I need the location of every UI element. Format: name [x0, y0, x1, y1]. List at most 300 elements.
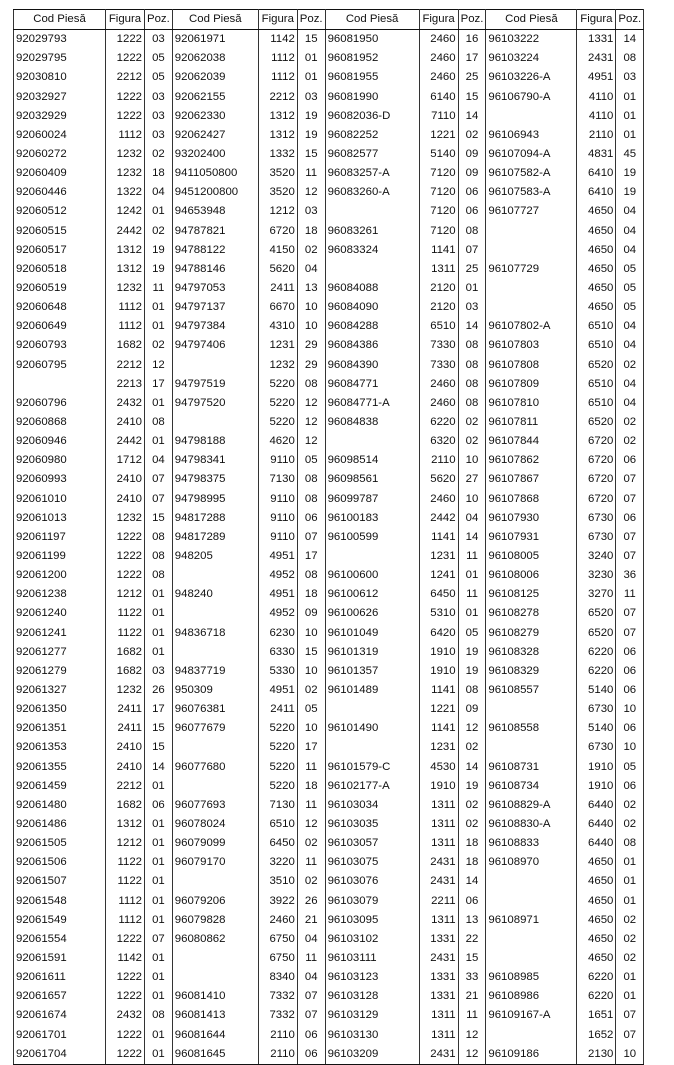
- figure-cell: 2432: [106, 394, 145, 413]
- table-row: [14, 681, 644, 700]
- figure-cell: 2120: [419, 298, 458, 317]
- figure-cell: 6520: [577, 413, 616, 432]
- table-row: [14, 413, 644, 432]
- part-code-cell: 94797053: [172, 279, 258, 298]
- table-row: [14, 872, 644, 891]
- figure-cell: 4831: [577, 145, 616, 164]
- figure-cell: 3240: [577, 547, 616, 566]
- table-row: [14, 662, 644, 681]
- part-code-cell: 96103057: [325, 834, 419, 853]
- position-cell: 01: [297, 68, 325, 87]
- figure-cell: 1112: [106, 298, 145, 317]
- part-code-cell: 96108278: [486, 604, 577, 623]
- figure-cell: 6720: [577, 470, 616, 489]
- position-cell: 14: [458, 757, 486, 776]
- part-code-cell: 96103130: [325, 1025, 419, 1044]
- figure-cell: 6440: [577, 834, 616, 853]
- position-cell: 12: [297, 815, 325, 834]
- figure-cell: 5140: [577, 719, 616, 738]
- figure-cell: 1222: [106, 49, 145, 68]
- position-cell: 01: [145, 624, 173, 643]
- position-cell: 14: [458, 317, 486, 336]
- figure-cell: 9110: [258, 528, 297, 547]
- position-cell: 06: [616, 719, 644, 738]
- part-code-cell: 96077693: [172, 796, 258, 815]
- position-cell: 08: [458, 356, 486, 375]
- part-code-cell: 96082036-D: [325, 107, 419, 126]
- figure-cell: 2460: [419, 375, 458, 394]
- figure-cell: 1112: [258, 49, 297, 68]
- figure-cell: 4951: [258, 585, 297, 604]
- figure-cell: 4650: [577, 279, 616, 298]
- figure-cell: 2110: [419, 451, 458, 470]
- figure-cell: 1231: [258, 336, 297, 355]
- position-cell: 19: [145, 241, 173, 260]
- position-cell: 01: [145, 1045, 173, 1065]
- part-code-cell: 96077679: [172, 719, 258, 738]
- table-row: [14, 911, 644, 930]
- figure-cell: 1652: [577, 1025, 616, 1044]
- position-cell: 13: [297, 279, 325, 298]
- part-code-cell: 96079828: [172, 911, 258, 930]
- part-code-header: Cod Piesă: [14, 10, 106, 30]
- part-code-cell: 96083261: [325, 222, 419, 241]
- figure-cell: 6510: [419, 317, 458, 336]
- part-code-cell: 94797406: [172, 336, 258, 355]
- position-cell: 08: [145, 413, 173, 432]
- position-cell: 06: [297, 1045, 325, 1065]
- position-cell: 04: [616, 241, 644, 260]
- position-cell: 02: [297, 681, 325, 700]
- position-cell: 02: [458, 126, 486, 145]
- part-code-cell: 96103209: [325, 1045, 419, 1065]
- figure-cell: 2110: [258, 1025, 297, 1044]
- figure-cell: 4650: [577, 222, 616, 241]
- figure-cell: 1222: [106, 968, 145, 987]
- figure-cell: 1212: [106, 585, 145, 604]
- part-code-cell: [172, 413, 258, 432]
- part-code-cell: 96083257-A: [325, 164, 419, 183]
- figure-cell: 1222: [106, 987, 145, 1006]
- position-cell: 03: [145, 30, 173, 50]
- part-code-cell: 92062155: [172, 88, 258, 107]
- part-code-cell: 92032927: [14, 88, 106, 107]
- position-cell: 19: [458, 643, 486, 662]
- part-code-cell: 96076381: [172, 700, 258, 719]
- table-row: [14, 987, 644, 1006]
- figure-cell: 2431: [419, 853, 458, 872]
- position-cell: 04: [145, 451, 173, 470]
- figure-cell: 1222: [106, 30, 145, 50]
- figure-cell: 2212: [258, 88, 297, 107]
- figure-cell: 2431: [419, 949, 458, 968]
- figure-cell: 5220: [258, 375, 297, 394]
- figure-cell: 5620: [258, 260, 297, 279]
- figure-cell: 4952: [258, 566, 297, 585]
- position-cell: 01: [145, 872, 173, 891]
- table-row: [14, 49, 644, 68]
- figure-cell: 6450: [419, 585, 458, 604]
- part-code-cell: 96103035: [325, 815, 419, 834]
- part-code-cell: 92061199: [14, 547, 106, 566]
- position-cell: 14: [458, 107, 486, 126]
- position-cell: 03: [297, 88, 325, 107]
- table-row: [14, 757, 644, 776]
- part-code-cell: 92060512: [14, 202, 106, 221]
- part-code-cell: 96108829-A: [486, 796, 577, 815]
- position-cell: 01: [458, 566, 486, 585]
- figure-cell: 5220: [258, 394, 297, 413]
- figure-cell: 2432: [106, 1006, 145, 1025]
- figure-cell: 6220: [577, 987, 616, 1006]
- figure-cell: 2460: [419, 68, 458, 87]
- figure-cell: 5220: [258, 777, 297, 796]
- part-code-cell: 96099787: [325, 490, 419, 509]
- figure-cell: 1212: [106, 834, 145, 853]
- figure-cell: 3922: [258, 891, 297, 910]
- position-cell: 05: [145, 49, 173, 68]
- part-code-cell: 94788122: [172, 241, 258, 260]
- figure-cell: 6450: [258, 834, 297, 853]
- table-row: [14, 183, 644, 202]
- figure-cell: 9110: [258, 451, 297, 470]
- part-code-cell: 9411050800: [172, 164, 258, 183]
- part-code-cell: [486, 107, 577, 126]
- figure-cell: 6440: [577, 796, 616, 815]
- figure-cell: 2130: [577, 1045, 616, 1065]
- position-cell: 08: [145, 547, 173, 566]
- position-cell: 09: [458, 145, 486, 164]
- figure-cell: 1312: [258, 126, 297, 145]
- part-code-cell: 92061197: [14, 528, 106, 547]
- part-code-cell: 96108279: [486, 624, 577, 643]
- part-code-cell: 96107862: [486, 451, 577, 470]
- figure-cell: 5310: [419, 604, 458, 623]
- figure-cell: 1232: [106, 145, 145, 164]
- figure-cell: 6720: [577, 451, 616, 470]
- figure-cell: 1141: [419, 528, 458, 547]
- position-cell: 10: [297, 298, 325, 317]
- part-code-cell: 92061480: [14, 796, 106, 815]
- part-code-cell: 96103224: [486, 49, 577, 68]
- position-cell: 10: [458, 490, 486, 509]
- position-cell: 01: [145, 585, 173, 604]
- position-cell: 08: [145, 566, 173, 585]
- position-cell: 01: [616, 853, 644, 872]
- position-cell: 06: [616, 662, 644, 681]
- part-code-cell: 96107808: [486, 356, 577, 375]
- figure-cell: 6510: [258, 815, 297, 834]
- figure-cell: 2410: [106, 490, 145, 509]
- figure-cell: 1221: [419, 700, 458, 719]
- part-code-cell: 92061591: [14, 949, 106, 968]
- figure-cell: 2211: [419, 891, 458, 910]
- figure-cell: 2442: [419, 509, 458, 528]
- part-code-cell: [172, 872, 258, 891]
- position-cell: 03: [297, 202, 325, 221]
- position-cell: 07: [616, 470, 644, 489]
- figure-cell: 2460: [419, 394, 458, 413]
- position-cell: 04: [616, 394, 644, 413]
- part-code-cell: 92061238: [14, 585, 106, 604]
- figure-cell: 4650: [577, 872, 616, 891]
- part-code-cell: 96107583-A: [486, 183, 577, 202]
- table-row: [14, 528, 644, 547]
- table-row: [14, 949, 644, 968]
- part-code-cell: [325, 202, 419, 221]
- figure-cell: 1122: [106, 872, 145, 891]
- figure-cell: 2410: [106, 470, 145, 489]
- figure-cell: 6410: [577, 183, 616, 202]
- figure-cell: 1231: [419, 547, 458, 566]
- part-code-cell: 96108971: [486, 911, 577, 930]
- position-cell: 11: [458, 585, 486, 604]
- position-cell: 04: [616, 317, 644, 336]
- figure-cell: 6520: [577, 624, 616, 643]
- position-cell: 27: [458, 470, 486, 489]
- table-row: [14, 279, 644, 298]
- part-code-cell: 92061674: [14, 1006, 106, 1025]
- figure-cell: 6220: [577, 643, 616, 662]
- position-cell: 12: [458, 1045, 486, 1065]
- part-code-cell: 92060795: [14, 356, 106, 375]
- part-code-cell: [486, 279, 577, 298]
- position-cell: 10: [616, 738, 644, 757]
- position-cell: 01: [145, 202, 173, 221]
- part-code-cell: 96098514: [325, 451, 419, 470]
- position-cell: 14: [458, 528, 486, 547]
- position-cell: 02: [145, 336, 173, 355]
- part-code-cell: 92060272: [14, 145, 106, 164]
- part-code-cell: 96103102: [325, 930, 419, 949]
- part-code-cell: 96108830-A: [486, 815, 577, 834]
- position-cell: 12: [297, 432, 325, 451]
- part-code-cell: [172, 566, 258, 585]
- part-code-cell: 92061554: [14, 930, 106, 949]
- position-cell: 18: [458, 853, 486, 872]
- figure-header: Figura: [419, 10, 458, 30]
- part-code-cell: 92061010: [14, 490, 106, 509]
- figure-cell: 6140: [419, 88, 458, 107]
- figure-cell: 1112: [258, 68, 297, 87]
- table-row: [14, 1045, 644, 1065]
- part-code-cell: 94787821: [172, 222, 258, 241]
- part-code-cell: 92061240: [14, 604, 106, 623]
- part-code-cell: 96107811: [486, 413, 577, 432]
- part-code-cell: [486, 1025, 577, 1044]
- position-cell: 10: [297, 662, 325, 681]
- figure-cell: 1910: [577, 757, 616, 776]
- figure-cell: 6510: [577, 375, 616, 394]
- position-cell: 19: [458, 662, 486, 681]
- part-code-cell: 96081410: [172, 987, 258, 1006]
- part-code-cell: 92029795: [14, 49, 106, 68]
- table-row: [14, 719, 644, 738]
- figure-cell: 1682: [106, 336, 145, 355]
- part-code-cell: 96103034: [325, 796, 419, 815]
- position-cell: 01: [458, 279, 486, 298]
- figure-cell: 1141: [419, 719, 458, 738]
- position-cell: 19: [297, 126, 325, 145]
- position-cell: 01: [616, 987, 644, 1006]
- part-code-cell: 96101357: [325, 662, 419, 681]
- figure-cell: 1311: [419, 911, 458, 930]
- part-code-cell: 96100600: [325, 566, 419, 585]
- figure-header: Figura: [577, 10, 616, 30]
- part-code-cell: [325, 260, 419, 279]
- part-code-cell: 96103079: [325, 891, 419, 910]
- figure-cell: 7332: [258, 1006, 297, 1025]
- position-cell: 07: [145, 930, 173, 949]
- position-cell: 04: [297, 930, 325, 949]
- part-code-cell: 96108329: [486, 662, 577, 681]
- figure-cell: 1312: [258, 107, 297, 126]
- position-cell: 02: [616, 796, 644, 815]
- position-cell: 07: [458, 241, 486, 260]
- position-cell: 04: [616, 202, 644, 221]
- part-code-cell: 96080862: [172, 930, 258, 949]
- figure-cell: 1312: [106, 260, 145, 279]
- table-row: [14, 738, 644, 757]
- position-cell: 02: [145, 145, 173, 164]
- figure-cell: 4951: [577, 68, 616, 87]
- position-cell: 08: [458, 375, 486, 394]
- part-code-cell: 94653948: [172, 202, 258, 221]
- part-code-cell: 96079099: [172, 834, 258, 853]
- figure-cell: 4650: [577, 911, 616, 930]
- part-code-cell: [486, 872, 577, 891]
- figure-cell: 2212: [106, 68, 145, 87]
- position-cell: 08: [297, 566, 325, 585]
- part-code-cell: 96084838: [325, 413, 419, 432]
- table-row: [14, 796, 644, 815]
- table-row: [14, 700, 644, 719]
- position-cell: 21: [458, 987, 486, 1006]
- position-cell: 07: [616, 1025, 644, 1044]
- position-cell: 04: [458, 509, 486, 528]
- position-cell: 10: [458, 451, 486, 470]
- part-code-cell: [14, 375, 106, 394]
- part-code-cell: 92060796: [14, 394, 106, 413]
- position-cell: 02: [616, 356, 644, 375]
- part-code-cell: 96106790-A: [486, 88, 577, 107]
- part-code-cell: 96103111: [325, 949, 419, 968]
- position-cell: 14: [145, 757, 173, 776]
- position-cell: 02: [616, 930, 644, 949]
- position-cell: 26: [145, 681, 173, 700]
- part-code-cell: 96084090: [325, 298, 419, 317]
- figure-cell: 2410: [106, 757, 145, 776]
- figure-cell: 1332: [258, 145, 297, 164]
- figure-cell: 1122: [106, 604, 145, 623]
- part-code-cell: 92061277: [14, 643, 106, 662]
- part-code-cell: 96107809: [486, 375, 577, 394]
- figure-cell: 1222: [106, 88, 145, 107]
- figure-cell: 1682: [106, 796, 145, 815]
- position-cell: 02: [616, 949, 644, 968]
- figure-cell: 2431: [577, 49, 616, 68]
- figure-cell: 1910: [419, 777, 458, 796]
- figure-cell: 4650: [577, 930, 616, 949]
- figure-cell: 1312: [106, 815, 145, 834]
- part-code-cell: 96083260-A: [325, 183, 419, 202]
- table-row: [14, 126, 644, 145]
- figure-cell: 5140: [419, 145, 458, 164]
- figure-cell: 1212: [258, 202, 297, 221]
- figure-cell: 1222: [106, 566, 145, 585]
- figure-cell: 3520: [258, 164, 297, 183]
- position-cell: 07: [616, 490, 644, 509]
- part-code-cell: [486, 700, 577, 719]
- figure-cell: 1222: [106, 1025, 145, 1044]
- position-cell: 02: [297, 872, 325, 891]
- part-code-cell: 96084771-A: [325, 394, 419, 413]
- position-cell: 01: [616, 88, 644, 107]
- part-code-cell: 92061507: [14, 872, 106, 891]
- table-row: [14, 107, 644, 126]
- position-cell: 11: [297, 164, 325, 183]
- figure-cell: 1311: [419, 1006, 458, 1025]
- position-cell: 01: [145, 604, 173, 623]
- table-row: [14, 643, 644, 662]
- part-code-cell: 92060446: [14, 183, 106, 202]
- part-code-cell: 92060517: [14, 241, 106, 260]
- part-code-cell: 96100612: [325, 585, 419, 604]
- figure-cell: 5220: [258, 757, 297, 776]
- part-code-cell: [325, 547, 419, 566]
- part-code-cell: [486, 222, 577, 241]
- position-cell: 10: [297, 624, 325, 643]
- part-code-header: Cod Piesă: [325, 10, 419, 30]
- position-cell: 02: [145, 222, 173, 241]
- position-cell: 12: [297, 413, 325, 432]
- position-cell: 16: [458, 30, 486, 50]
- table-row: [14, 375, 644, 394]
- figure-cell: 6720: [577, 432, 616, 451]
- figure-cell: 6510: [577, 317, 616, 336]
- figure-cell: 7332: [258, 987, 297, 1006]
- figure-cell: 1241: [419, 566, 458, 585]
- position-cell: 19: [458, 777, 486, 796]
- part-code-cell: [172, 604, 258, 623]
- position-cell: 08: [458, 394, 486, 413]
- figure-cell: 8340: [258, 968, 297, 987]
- position-cell: 05: [616, 298, 644, 317]
- part-code-cell: 96079206: [172, 891, 258, 910]
- part-code-cell: 92060793: [14, 336, 106, 355]
- part-code-cell: 96109167-A: [486, 1006, 577, 1025]
- part-code-cell: 96108557: [486, 681, 577, 700]
- part-code-cell: 92029793: [14, 30, 106, 50]
- figure-cell: 4530: [419, 757, 458, 776]
- part-code-cell: 92060980: [14, 451, 106, 470]
- part-code-cell: 92060024: [14, 126, 106, 145]
- figure-cell: 6330: [258, 643, 297, 662]
- position-cell: 12: [297, 394, 325, 413]
- position-cell: 17: [297, 547, 325, 566]
- part-code-cell: 92061506: [14, 853, 106, 872]
- position-cell: 04: [616, 336, 644, 355]
- figure-cell: 2431: [419, 1045, 458, 1065]
- part-code-cell: 92061971: [172, 30, 258, 50]
- part-code-cell: 92061701: [14, 1025, 106, 1044]
- position-cell: 03: [616, 68, 644, 87]
- figure-cell: 5220: [258, 738, 297, 757]
- position-cell: 01: [616, 107, 644, 126]
- position-cell: 02: [458, 432, 486, 451]
- position-cell: 29: [297, 356, 325, 375]
- table-row: [14, 815, 644, 834]
